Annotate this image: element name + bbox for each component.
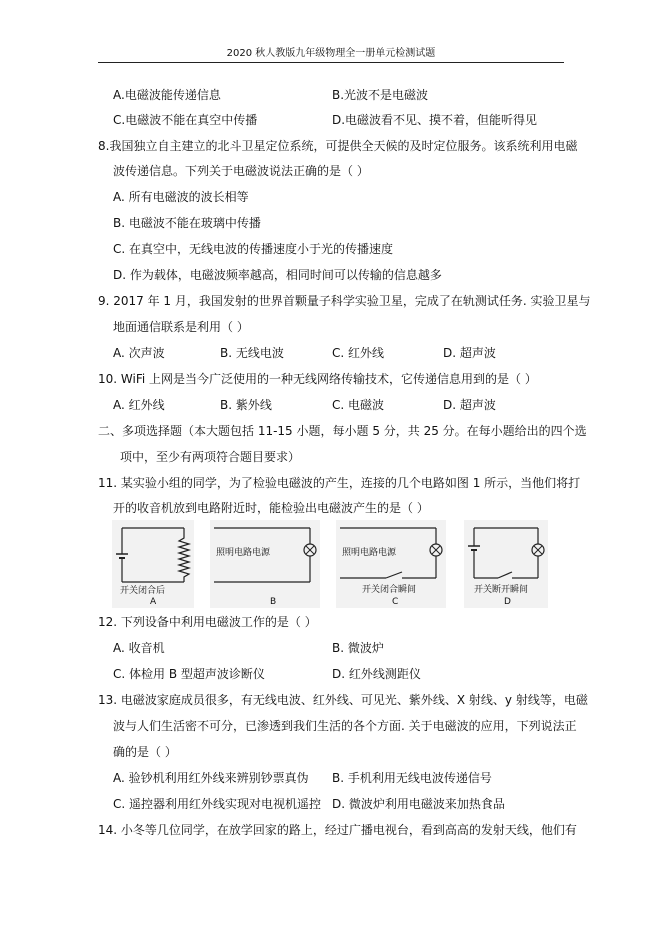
q12-option-b: B. 微波炉 xyxy=(332,641,384,655)
q13-option-d: D. 微波炉利用电磁波来加热食品 xyxy=(332,797,505,811)
q9-option-c: C. 红外线 xyxy=(332,346,385,360)
circuit-d-letter: D xyxy=(504,597,511,607)
q11-stem-line1: 11. 某实验小组的同学，为了检验电磁波的产生，连接的几个电路如图 1 所示，当他们将打 xyxy=(98,476,581,490)
circuit-b xyxy=(210,520,320,608)
circuit-c-source-label: 照明电路电源 xyxy=(342,548,397,558)
q14-stem-line1: 14. 小冬等几位同学，在放学回家的路上，经过广播电视台，看到高高的发射天线，他们有 xyxy=(98,823,577,837)
page-header-title: 2020 秋人教版九年级物理全一册单元检测试题 xyxy=(226,48,436,59)
q10-option-d: D. 超声波 xyxy=(443,398,496,412)
q8-option-d: D. 作为载体，电磁波频率越高，相同时间可以传输的信息越多 xyxy=(113,268,442,282)
circuit-c-letter: C xyxy=(392,597,399,607)
circuit-b-letter: B xyxy=(270,597,277,607)
q7-option-d: D.电磁波看不见、摸不着，但能听得见 xyxy=(332,113,538,127)
circuit-d-caption: 开关断开瞬间 xyxy=(474,585,529,595)
section2-heading-line2: 项中，至少有两项符合题目要求） xyxy=(120,450,301,464)
q13-option-a: A. 验钞机利用红外线来辨别钞票真伪 xyxy=(113,771,309,785)
circuit-b-source-label: 照明电路电源 xyxy=(216,548,271,558)
circuit-d xyxy=(464,520,548,608)
q9-stem-line1: 9. 2017 年 1 月，我国发射的世界首颗量子科学实验卫星，完成了在轨测试任务. 实验卫星与 xyxy=(98,294,591,308)
section2-heading-line1: 二、多项选择题（本大题包括 11-15 小题，每小题 5 分，共 25 分。在每小题给出的四个选 xyxy=(98,424,587,438)
q10-option-b: B. 紫外线 xyxy=(220,398,272,412)
q13-stem-line2: 波与人们生活密不可分，已渗透到我们生活的各个方面. 关于电磁波的应用，下列说法正 xyxy=(113,719,577,733)
circuit-a-letter: A xyxy=(150,597,157,607)
header-divider xyxy=(98,62,564,63)
circuit-c xyxy=(336,520,446,608)
q11-circuit-figure xyxy=(112,520,548,608)
q9-option-a: A. 次声波 xyxy=(113,346,165,360)
q8-option-c: C. 在真空中，无线电波的传播速度小于光的传播速度 xyxy=(113,242,394,256)
q11-stem-line2: 开的收音机放到电路附近时，能检验出电磁波产生的是（ ） xyxy=(113,501,429,515)
q8-stem-line1: 8.我国独立自主建立的北斗卫星定位系统，可提供全天候的及时定位服务。该系统利用电磁 xyxy=(98,139,578,153)
q12-stem-line1: 12. 下列设备中利用电磁波工作的是（ ） xyxy=(98,615,317,629)
circuit-c-caption: 开关闭合瞬间 xyxy=(362,585,417,595)
q12-option-a: A. 收音机 xyxy=(113,641,165,655)
q9-stem-line2: 地面通信联系是利用（ ） xyxy=(113,320,249,334)
q12-option-d: D. 红外线测距仪 xyxy=(332,667,421,681)
q10-stem-line1: 10. WiFi 上网是当今广泛使用的一种无线网络传输技术，它传递信息用到的是（ ） xyxy=(98,372,537,386)
q12-option-c: C. 体检用 B 型超声波诊断仪 xyxy=(113,667,265,681)
q13-stem-line3: 确的是（ ） xyxy=(113,745,177,759)
q7-option-b: B.光波不是电磁波 xyxy=(332,88,429,102)
q10-option-c: C. 电磁波 xyxy=(332,398,385,412)
circuit-a-caption: 开关闭合后 xyxy=(120,586,166,596)
q13-stem-line1: 13. 电磁波家庭成员很多，有无线电波、红外线、可见光、紫外线、X 射线、y 射线等，电磁 xyxy=(98,693,588,707)
q8-option-b: B. 电磁波不能在玻璃中传播 xyxy=(113,216,261,230)
q13-option-b: B. 手机利用无线电波传递信号 xyxy=(332,771,492,785)
circuit-a xyxy=(112,520,194,608)
q13-option-c: C. 遥控器利用红外线实现对电视机遥控 xyxy=(113,797,322,811)
q8-stem-line2: 波传递信息。下列关于电磁波说法正确的是（ ） xyxy=(113,164,369,178)
q9-option-b: B. 无线电波 xyxy=(220,346,284,360)
q10-option-a: A. 红外线 xyxy=(113,398,165,412)
q7-option-c: C.电磁波不能在真空中传播 xyxy=(113,113,258,127)
q9-option-d: D. 超声波 xyxy=(443,346,496,360)
q7-option-a: A.电磁波能传递信息 xyxy=(113,88,221,102)
q8-option-a: A. 所有电磁波的波长相等 xyxy=(113,190,249,204)
